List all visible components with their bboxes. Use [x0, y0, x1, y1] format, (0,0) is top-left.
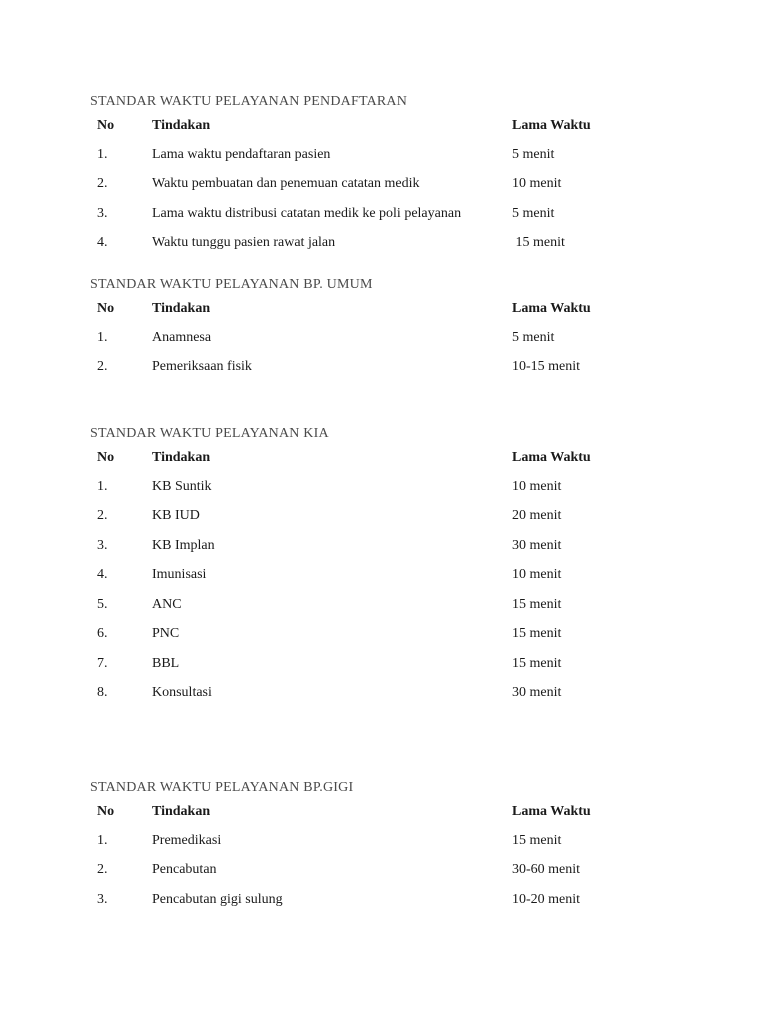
header-no: No [97, 450, 115, 465]
row-action: Lama waktu distribusi catatan medik ke poli pelayanan [152, 206, 462, 221]
row-duration: 10-15 menit [512, 359, 581, 374]
row-action: Waktu tunggu pasien rawat jalan [152, 235, 336, 250]
table-row [0, 685, 768, 705]
table-row [0, 656, 768, 676]
table-row [0, 330, 768, 350]
row-duration: 20 menit [512, 508, 562, 523]
table-row [0, 508, 768, 528]
row-action: KB Suntik [152, 479, 212, 494]
row-no: 4. [97, 567, 108, 582]
row-no: 5. [97, 597, 108, 612]
row-duration: 30 menit [512, 538, 562, 553]
table-row [0, 235, 768, 255]
row-action: Imunisasi [152, 567, 207, 582]
header-action: Tindakan [152, 804, 211, 819]
table-row [0, 359, 768, 379]
row-no: 8. [97, 685, 108, 700]
header-action: Tindakan [152, 450, 211, 465]
row-no: 2. [97, 508, 108, 523]
row-action: BBL [152, 656, 180, 671]
row-duration: 10 menit [512, 479, 562, 494]
row-duration: 15 menit [512, 656, 562, 671]
table-row [0, 538, 768, 558]
row-no: 1. [97, 147, 108, 162]
row-action: KB Implan [152, 538, 215, 553]
row-action: Waktu pembuatan dan penemuan catatan medik [152, 176, 420, 191]
row-no: 1. [97, 330, 108, 345]
row-duration: 5 menit [512, 147, 555, 162]
row-action: ANC [152, 597, 182, 612]
row-duration: 30 menit [512, 685, 562, 700]
header-duration: Lama Waktu [512, 804, 591, 819]
row-no: 3. [97, 892, 108, 907]
section-title: STANDAR WAKTU PELAYANAN PENDAFTARAN [90, 94, 408, 109]
table-row [0, 147, 768, 167]
row-action: Premedikasi [152, 833, 222, 848]
table-row [0, 862, 768, 882]
row-no: 3. [97, 538, 108, 553]
row-action: Pencabutan [152, 862, 217, 877]
table-row [0, 176, 768, 196]
row-duration: 10 menit [512, 567, 562, 582]
header-action: Tindakan [152, 118, 211, 133]
header-duration: Lama Waktu [512, 301, 591, 316]
table-row [0, 597, 768, 617]
header-no: No [97, 118, 115, 133]
header-duration: Lama Waktu [512, 118, 591, 133]
table-row [0, 626, 768, 646]
header-no: No [97, 301, 115, 316]
row-action: PNC [152, 626, 180, 641]
row-duration: 30-60 menit [512, 862, 581, 877]
section-title: STANDAR WAKTU PELAYANAN BP. UMUM [90, 277, 373, 292]
row-duration: 15 menit [512, 833, 562, 848]
row-action: Konsultasi [152, 685, 212, 700]
header-action: Tindakan [152, 301, 211, 316]
row-no: 1. [97, 479, 108, 494]
table-row [0, 833, 768, 853]
table-header [0, 118, 768, 138]
row-no: 1. [97, 833, 108, 848]
row-duration: 10 menit [512, 176, 562, 191]
table-header [0, 301, 768, 321]
row-duration: 5 menit [512, 330, 555, 345]
table-row [0, 206, 768, 226]
section-title: STANDAR WAKTU PELAYANAN BP.GIGI [90, 780, 354, 795]
row-action: Lama waktu pendaftaran pasien [152, 147, 331, 162]
header-no: No [97, 804, 115, 819]
row-no: 2. [97, 176, 108, 191]
row-duration: 15 menit [512, 626, 562, 641]
row-no: 2. [97, 862, 108, 877]
row-action: Anamnesa [152, 330, 212, 345]
table-header [0, 450, 768, 470]
row-action: Pemeriksaan fisik [152, 359, 252, 374]
row-no: 3. [97, 206, 108, 221]
row-action: KB IUD [152, 508, 200, 523]
row-duration: 5 menit [512, 206, 555, 221]
row-duration: 15 menit [512, 597, 562, 612]
table-row [0, 479, 768, 499]
row-no: 6. [97, 626, 108, 641]
row-duration: 15 menit [512, 235, 565, 250]
row-action: Pencabutan gigi sulung [152, 892, 283, 907]
row-no: 2. [97, 359, 108, 374]
row-no: 7. [97, 656, 108, 671]
section-title: STANDAR WAKTU PELAYANAN KIA [90, 426, 329, 441]
row-duration: 10-20 menit [512, 892, 581, 907]
row-no: 4. [97, 235, 108, 250]
table-row [0, 567, 768, 587]
table-header [0, 804, 768, 824]
table-row [0, 892, 768, 912]
header-duration: Lama Waktu [512, 450, 591, 465]
